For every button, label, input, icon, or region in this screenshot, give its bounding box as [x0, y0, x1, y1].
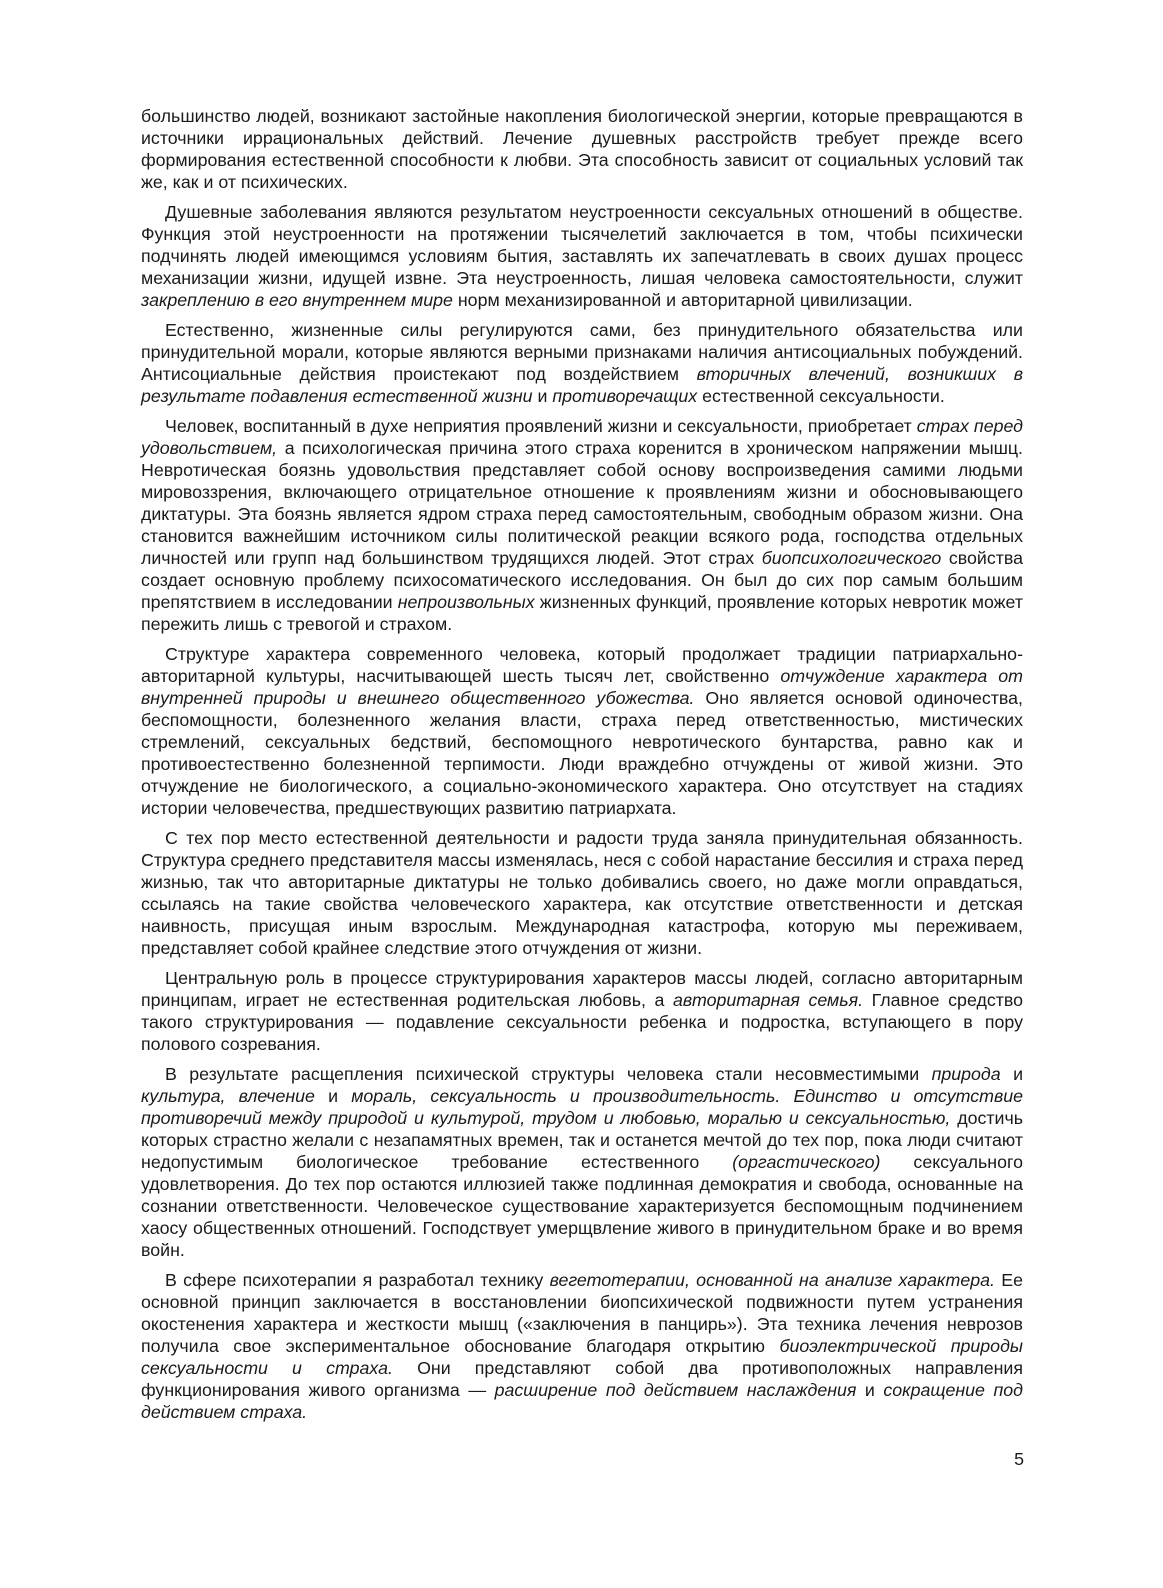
italic-text: биоэлектрической природы сексуальности и страха. [141, 1336, 1023, 1378]
italic-text: вторичных влечений, возникших в результате подавления естественной жизни [141, 364, 1023, 406]
text-segment: Естественно, жизненные силы регулируются сами, без принудительного обязательства или принудительной морали, которые являются верными признаками наличия антисоциальных побуждений. Антисоциальные действия проистекают под воздействием [141, 320, 1023, 384]
text-segment: и [1000, 1064, 1023, 1084]
italic-text: культура, влечение [141, 1086, 315, 1106]
paragraph [141, 105, 1023, 193]
text-segment: Центральную роль в процессе структурирования характеров массы людей, согласно авторитарным принципам, играет не естественная родительская любовь, а [141, 968, 1023, 1010]
text-segment: С тех пор место естественной деятельности и радости труда заняла принудительная обязанность. Структура среднего представителя массы изменялась, неся с собой нарастание бессилия и страха перед жизнью, так что авторитарные диктатуры не только добивались своего, но даже могли оправдаться, ссылаясь на такие свойства человеческого характера, как отсутствие ответственности и детская наивность, присущая иным взрослым. Международная катастрофа, которую мы переживаем, представляет собой крайнее следствие этого отчуждения от жизни. [141, 828, 1023, 958]
text-segment: Душевные заболевания являются результатом неустроенности сексуальных отношений в обществе. Функция этой неустроенности на протяжении тысячелетий заключается в том, чтобы психически подчинять людей имеющимся условиям бытия, заставлять их запечатлевать в своих душах процесс механизации жизни, идущей извне. Эта неустроенность, лишая человека самостоятельности, служит [141, 202, 1023, 288]
italic-text: вегетотерапии, основанной на анализе характера. [549, 1270, 995, 1290]
italic-text: сокращение под действием страха. [141, 1380, 1023, 1422]
paragraph [141, 1269, 1023, 1423]
text-segment: Оно является основой одиночества, беспомощности, болезненного желания власти, страха перед ответственностью, мистических стремлений, сексуальных бедствий, беспомощного невротического бунтарства, равно как и противоестественно болезненной терпимости. Люди враждебно отчуждены от живой жизни. Это отчуждение не биологического, а социально-экономического характера. Оно отсутствует на стадиях истории человечества, предшествующих развитию патриархата. [141, 688, 1023, 818]
paragraph [141, 319, 1023, 407]
italic-text: авторитарная семья. [673, 990, 864, 1010]
italic-text: закреплению в его внутреннем мире [141, 290, 453, 310]
text-segment: жизненных функций, проявление которых невротик может пережить лишь с тревогой и страхом. [141, 592, 1023, 634]
text-segment: и [856, 1380, 884, 1400]
text-segment: Они представляют собой два противоположных направления функционирования живого организма — [141, 1358, 1023, 1400]
text-segment: а психологическая причина этого страха коренится в хроническом напряжении мышц. Невротическая боязнь удовольствия представляет собой основу воспроизведения самими людьми мировоззрения, включающего отрицательное отношение к проявлениям жизни и обосновывающего диктатуры. Эта боязнь является ядром страха перед самостоятельным, свободным образом жизни. Она становится важнейшим источником силы политической реакции всякого рода, господства отдельных личностей или групп над большинством трудящихся людей. Этот страх [141, 438, 1023, 568]
text-segment: достичь которых страстно желали с незапамятных времен, так и останется мечтой до тех пор, пока люди считают недопустимым биологическое требование естественного [141, 1108, 1023, 1172]
paragraph [141, 643, 1023, 819]
page-number: 5 [1014, 1449, 1024, 1469]
italic-text: природа [931, 1064, 1001, 1084]
text-segment: естественной сексуальности. [697, 386, 945, 406]
text-segment: В сфере психотерапии я разработал технику [165, 1270, 550, 1290]
italic-text: (оргастического) [732, 1152, 881, 1172]
paragraph [141, 827, 1023, 959]
document-body [141, 105, 1023, 1431]
text-segment: Главное средство такого структурирования — подавление сексуальности ребенка и подростка, вступающего в пору полового созревания. [141, 990, 1023, 1054]
italic-text: мораль, сексуальность и производительность. Единство и отсутствие противоречий между природой и культурой, трудом и любовью, моралью и сексуальностью, [141, 1086, 1024, 1128]
italic-text: страх перед удовольствием, [141, 416, 1023, 458]
text-segment: норм механизированной и авторитарной цивилизации. [452, 290, 913, 310]
text-segment: сексуального удовлетворения. До тех пор остаются иллюзией также подлинная демократия и свобода, основанные на сознании ответственности. Человеческое существование характеризуется беспомощным подчинением хаосу общественных отношений. Господствует умерщвление живого в принудительном браке и во время войн. [141, 1152, 1023, 1260]
text-segment: большинство людей, возникают застойные накопления биологической энергии, которые превращаются в источники иррациональных действий. Лечение душевных расстройств требует прежде всего формирования естественной способности к любви. Эта способность зависит от социальных условий так же, как и от психических. [141, 106, 1023, 192]
text-segment: свойства создает основную проблему психосоматического исследования. Он был до сих пор самым большим препятствием в исследовании [141, 548, 1024, 612]
text-segment: Человек, воспитанный в духе неприятия проявлений жизни и сексуальности, приобретает [165, 416, 917, 436]
paragraph [141, 415, 1023, 635]
text-segment: Структуре характера современного человека, который продолжает традиции патриархально-авторитарной культуры, насчитывающей шесть тысяч лет, свойственно [141, 644, 1023, 686]
text-segment: В результате расщепления психической структуры человека стали несовместимыми [165, 1064, 932, 1084]
paragraph [141, 201, 1023, 311]
italic-text: отчуждение характера от внутренней природы и внешнего общественного убожества. [141, 666, 1023, 708]
italic-text: непроизвольных [397, 592, 535, 612]
italic-text: биопсихологического [761, 548, 942, 568]
text-segment: Ее основной принцип заключается в восстановлении биопсихической подвижности путем устранения окостенения характера и жесткости мышц («заключения в панцирь»). Эта техника лечения неврозов получила свое экспериментальное обоснование благодаря открытию [141, 1270, 1023, 1356]
text-segment: и [532, 386, 553, 406]
italic-text: противоречащих [552, 386, 698, 406]
text-segment: и [314, 1086, 352, 1106]
paragraph [141, 1063, 1023, 1261]
paragraph [141, 967, 1023, 1055]
italic-text: расширение под действием наслаждения [494, 1380, 857, 1400]
